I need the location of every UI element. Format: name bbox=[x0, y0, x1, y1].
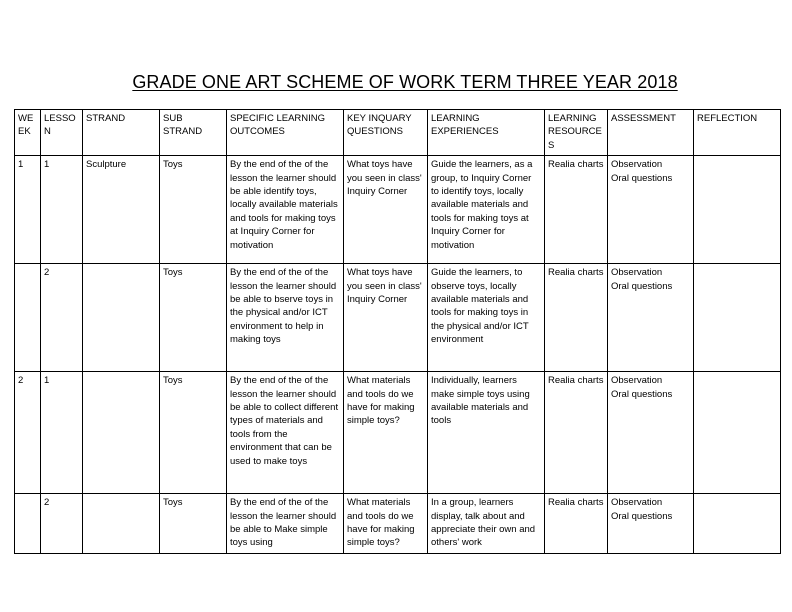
cell-sub-strand: Toys bbox=[160, 156, 227, 264]
cell-resources: Realia charts bbox=[545, 264, 608, 372]
table-row bbox=[15, 156, 781, 264]
assessment-item: Oral questions bbox=[611, 172, 673, 184]
cell-reflection bbox=[694, 372, 781, 494]
assessment-item: Oral questions bbox=[611, 510, 673, 522]
cell-assessment bbox=[608, 264, 694, 372]
table-row bbox=[15, 264, 781, 372]
header-week: WE EK bbox=[15, 110, 41, 156]
cell-strand bbox=[83, 372, 160, 494]
cell-sub-strand: Toys bbox=[160, 372, 227, 494]
cell-questions: What materials and tools do we have for making simple toys? bbox=[344, 494, 428, 554]
assessment-item: Oral questions bbox=[611, 388, 673, 400]
header-questions: KEY INQUARY QUESTIONS bbox=[344, 110, 428, 156]
cell-week: 1 bbox=[15, 156, 41, 264]
assessment-item: Observation bbox=[611, 375, 663, 387]
cell-strand: Sculpture bbox=[83, 156, 160, 264]
cell-reflection bbox=[694, 494, 781, 554]
cell-questions: What toys have you seen in class' Inquiry Corner bbox=[344, 264, 428, 372]
cell-lesson: 1 bbox=[41, 156, 83, 264]
cell-sub-strand: Toys bbox=[160, 264, 227, 372]
assessment-item: Observation bbox=[611, 159, 663, 171]
cell-lesson: 2 bbox=[41, 494, 83, 554]
cell-experiences: Guide the learners, to observe toys, locally available materials and tools for making toys in the physical and/or ICT environment bbox=[428, 264, 545, 372]
cell-assessment bbox=[608, 156, 694, 264]
assessment-item: Oral questions bbox=[611, 280, 673, 292]
assessment-item: Observation bbox=[611, 497, 663, 509]
cell-experiences: Individually, learners make simple toys using available materials and tools bbox=[428, 372, 545, 494]
header-lesson: LESSO N bbox=[41, 110, 83, 156]
cell-assessment bbox=[608, 372, 694, 494]
cell-outcomes: By the end of the of the lesson the learner should be able to collect different types of materials and tools from the environment that can be used to make toys bbox=[227, 372, 344, 494]
cell-week: 2 bbox=[15, 372, 41, 494]
cell-reflection bbox=[694, 156, 781, 264]
cell-assessment bbox=[608, 494, 694, 554]
table-row bbox=[15, 494, 781, 554]
cell-experiences: Guide the learners, as a group, to Inquiry Corner to identify toys, locally available materials and tools for making toys at Inquiry Corner for motivation bbox=[428, 156, 545, 264]
cell-questions: What toys have you seen in class' Inquiry Corner bbox=[344, 156, 428, 264]
cell-resources: Realia charts bbox=[545, 156, 608, 264]
cell-resources: Realia charts bbox=[545, 494, 608, 554]
cell-strand bbox=[83, 494, 160, 554]
header-experiences: LEARNING EXPERIENCES bbox=[428, 110, 545, 156]
cell-lesson: 2 bbox=[41, 264, 83, 372]
cell-week bbox=[15, 264, 41, 372]
header-assessment: ASSESSMENT bbox=[608, 110, 694, 156]
header-outcomes: SPECIFIC LEARNING OUTCOMES bbox=[227, 110, 344, 156]
cell-outcomes: By the end of the of the lesson the learner should be able identify toys, locally available materials and tools for making toys at Inquiry Corner for motivation bbox=[227, 156, 344, 264]
table-row bbox=[15, 372, 781, 494]
cell-outcomes: By the end of the of the lesson the learner should be able to Make simple toys using bbox=[227, 494, 344, 554]
cell-resources: Realia charts bbox=[545, 372, 608, 494]
cell-sub-strand: Toys bbox=[160, 494, 227, 554]
cell-lesson: 1 bbox=[41, 372, 83, 494]
header-row bbox=[15, 110, 781, 156]
scheme-of-work-table bbox=[14, 109, 781, 554]
page-title: GRADE ONE ART SCHEME OF WORK TERM THREE YEAR 2018 bbox=[132, 72, 678, 92]
header-sub-strand: SUB STRAND bbox=[160, 110, 227, 156]
header-strand: STRAND bbox=[83, 110, 160, 156]
assessment-item: Observation bbox=[611, 267, 663, 279]
cell-week bbox=[15, 494, 41, 554]
cell-reflection bbox=[694, 264, 781, 372]
cell-questions: What materials and tools do we have for making simple toys? bbox=[344, 372, 428, 494]
header-reflection: REFLECTION bbox=[694, 110, 781, 156]
cell-outcomes: By the end of the of the lesson the learner should be able to bserve toys in the physical and/or ICT environment to help in making toys bbox=[227, 264, 344, 372]
cell-experiences: In a group, learners display, talk about and appreciate their own and others' work bbox=[428, 494, 545, 554]
cell-strand bbox=[83, 264, 160, 372]
header-resources: LEARNING RESOURCES bbox=[545, 110, 608, 156]
